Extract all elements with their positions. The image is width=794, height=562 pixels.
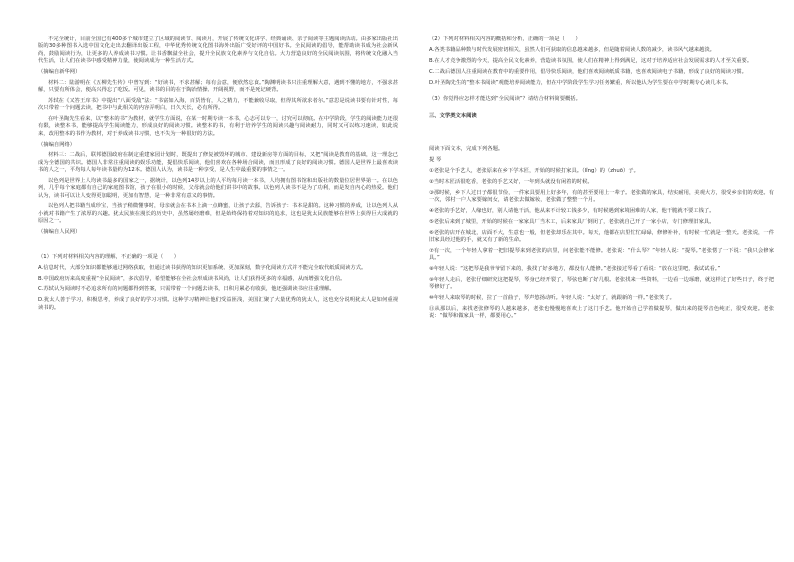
question-3-stem: （3）你觉得应怎样才能达到“全民阅读”？请结合材料简要概括。 (429, 96, 581, 103)
material-two-paragraph: 苏轼在《又答王庠书》中提出“八面受敌”法：“书富如入海，百货皆有，人之精力，不能兼收尽取，但得其所欲求者尔。”意思是说读书要有针对性，每次只带着一个问题去读，把书中与此相关的内容弄明白，日久天长，必有所得。 (38, 97, 398, 112)
reading-instruction: 阅读下面文本，完成下列各题。 (429, 146, 504, 153)
question-2-option-c: C.二战后德国人注重阅读在教育中的重要作用，倡导快乐阅读，他们喜欢阅读纸质书籍，也喜欢阅读电子书籍，形成了良好的阅读习惯。 (429, 68, 747, 75)
question-2-option-b: B.在人才竞争激烈的今天，提高全民文化素养，营造读书氛围，使人们在精神上得到满足，这对于培养适应社会发展需求的人才至关重要。 (429, 57, 753, 64)
story-paragraph: ③那时候，乡下人过日子都很节俭，一件家具要用上好多年，有的甚至要用上一辈子。老张做的家具，结实耐用，美观大方，很受乡亲们的欢迎。有一次，邻村一户人家要嫁闺女，请老张去做嫁妆，老张做了整整一个月。 (429, 189, 774, 204)
question-2-option-a: A.各类书籍品种数与时代发展密切相关，虽然人们可获取的信息越来越多，但是随着阅读人数的减少，读书风气越来越淡。 (429, 46, 715, 53)
story-paragraph: ⑪从那以后，来找老张修琴的人越来越多，老张也慢慢地喜欢上了这门手艺。他开始自己学着做提琴，做出来的提琴音色纯正，很受欢迎。老张说：“做琴和做家具一样，都要用心。” (429, 306, 774, 320)
question-2-stem: （2）下列对材料相关内容的概括和分析，正确的一项是（ ） (429, 36, 581, 42)
source-note: （摘编自人民网） (38, 228, 81, 235)
question-1-option-c: C.苏轼认为阅读时不必追求所有的问题都得到答案，只需带着一个问题去读书，日积月累必有收获，他还强调读书应注重理解。 (38, 286, 335, 293)
story-title: 提 琴 (429, 157, 442, 164)
story-paragraph: ⑧年轻人说：“这把琴是我爷爷留下来的，我找了好多地方，都没有人能修。”老张接过琴看了看说：“放在这里吧，我试试看。” (429, 266, 721, 273)
material-one-end-paragraph: 不完全统计，目前全国已有400多个城市建立了区域的阅读节、阅读月，开展了传统文化讲学、经典诵读、亲子阅读等主题阅读活动。由多家出版社出版的30多种图书入选中国文化走出去翻译出版工程，中华优秀传统文化图书海外出版广受好评的中国好书。全民阅读的倡导，能帮助读书成为社会新风尚，鼓励阅读行为，让更多的人养成读书习惯。让书香飘溢全社会，提升全民族文化素养与文化自信。大力营造良好的全民阅读氛围，将传统文化融入当代生活，让人们在读书中感受精神力量，使阅读成为一种生活方式。 (38, 36, 398, 64)
story-paragraph: ⑦有一次，一个年轻人拿着一把旧提琴来到老张的店里，问老张能不能修。老张说：“什么琴？”年轻人说：“提琴。”老张愣了一下说：“我只会修家具。” (429, 247, 774, 262)
question-1-option-d: D.犹太人善于学习，积极思考，养成了良好的学习习惯。这种学习精神让他们受益匪浅，美国汇聚了大量优秀的犹太人，这也充分说明犹太人是如何重视读书的。 (38, 297, 398, 311)
left-column (38, 36, 398, 548)
right-column (429, 36, 774, 548)
source-note: （摘编自网络） (38, 141, 76, 148)
story-paragraph: ①老张是个手艺人，老张原来在乡下学木匠，开始的时候打家具。（lǐng）的（zhuō）子。 (429, 168, 639, 175)
section-heading: 三、文学类文本阅读 (429, 113, 477, 120)
material-three-paragraph: 以色列是世界上人均读书最多的国家之一，据统计，以色列14岁以上的人平均每月读一本书，人均拥有图书馆和出版社的数量位居世界第一。在以色列，几乎每个家庭都有自己的家庭图书馆，孩子在很小的时候，父母就会给他们讲书中的故事。以色列人读书不是为了功利，而是发自内心的热爱。他们认为，读书可以让人变得更加聪明，更加有智慧，是一种非常有意义的事情。 (38, 177, 398, 199)
material-three-paragraph: 以色列人把书籍当成珍宝，当孩子稍微懂事时，母亲就会在书本上滴一点蜂蜜，让孩子去舔，告诉孩子：书本是甜的。这种习惯的养成，让以色列人从小就对书籍产生了浓厚的兴趣。犹太民族在漫长的历史中，虽然屡经磨难，但是始终保持着对知识的追求，这也是犹太民族能够在世界上获得巨大成就的原因之一。 (38, 203, 398, 224)
story-paragraph: ⑤老张后来到了城里，开始的时候在一家家具厂当木工，后来家具厂倒闭了，老张就自己开了一家小店，专门修理旧家具。 (429, 218, 715, 225)
material-two-paragraph: 在叶圣陶先生看来，以“整本的书”为教材，就学生方面说，在某一时期专读一本书，心志可以专一，讨究可以彻底。在中学阶段，学生的阅读能力还很有限，读整本书，能够提高学生阅读能力，形成良好的阅读习惯。读整本的书，有利于培养学生的阅读兴趣与阅读耐力，同时又可以练习速读，如此说来，改用整本的书作为教材，对于养成读书习惯，也不失为一种很好的方法。 (38, 116, 398, 137)
story-paragraph: ⑨年轻人走后，老张仔细研究这把提琴，琴身已经开裂了，琴弦也断了好几根。老张找来一些资料，一边看一边琢磨，就这样过了好些日子，终于把琴修好了。 (429, 277, 774, 291)
story-paragraph: ⑩年轻人来取琴的时候，拉了一首曲子，琴声悠扬动听。年轻人说：“太好了，就跟新的一样。”老张笑了。 (429, 295, 675, 302)
source-note: （摘编自新华网） (38, 68, 81, 75)
question-2-option-d: D.叶圣陶先生的“整本书阅读”观能培养阅读能力，但在中学阶段学生学习任务繁重，所以他认为学生要在中学时期专心读几本书。 (429, 79, 732, 86)
material-three-paragraph: 材料三：二战后，联邦德国政府在制定重建家园计划时，既提出了修复被毁坏的城市、建设新房等方面的目标，又把“阅读是教育的基础，这一理念已成为全德国的共识。德国人非常注重阅读的娱乐功能，提倡快乐阅读，他们喜欢在各种场合阅读，而且形成了良好的阅读习惯。德国人是世界上最喜欢读书的人之一，平均每人每年读书量约为12本。德国人认为，读书是一种享受，是人生中最重要的事情之一。 (38, 152, 398, 174)
story-paragraph: ②当时木匠活很吃香，老张的手艺又好，一年到头就没有闲着的时候。 (429, 178, 593, 185)
question-1-stem: （1）下列对材料相关内容的理解，不正确的一项是（ ） (38, 253, 180, 260)
question-1-option-a: A.信息时代，大部分知识都能够通过网络获取，但通过读书获得的知识更加系统、更加深刻，数字化阅读方式并不能完全取代纸质阅读方式。 (38, 264, 367, 271)
story-paragraph: ⑥老张的店开在城北，店面不大，生意也一般，但老张却乐在其中。每天，他都在店里忙忙碌碌，修修补补，有时候一忙就是一整天。老张说，一件旧家具经过他的手，就又有了新的生命。 (429, 229, 774, 244)
story-paragraph: ④老张的手艺好，人缘也好，别人请他干活，他从来不计较工钱多少，有时候遇到家境困难的人家，他干脆就不要工钱了。 (429, 207, 715, 214)
material-two-paragraph: 材料二：陆游明在《五柳先生传》中曾写到：“好读书，不求甚解；每有会意，便欣然忘食。”陶渊明读书只注重理解大意，遇到不懂的地方，不强求甚解，只要有所体会，便高兴得忘了吃饭。可见，读书的目的在于陶冶情操、开阔视野，而不是死记硬背。 (38, 79, 398, 93)
question-1-option-b: B.中国政府历来高度重视“全民阅读”，多次倡导，希望能够在全社会形成读书风尚，让人们获得更多的幸福感，从而增强文化自信。 (38, 275, 346, 282)
